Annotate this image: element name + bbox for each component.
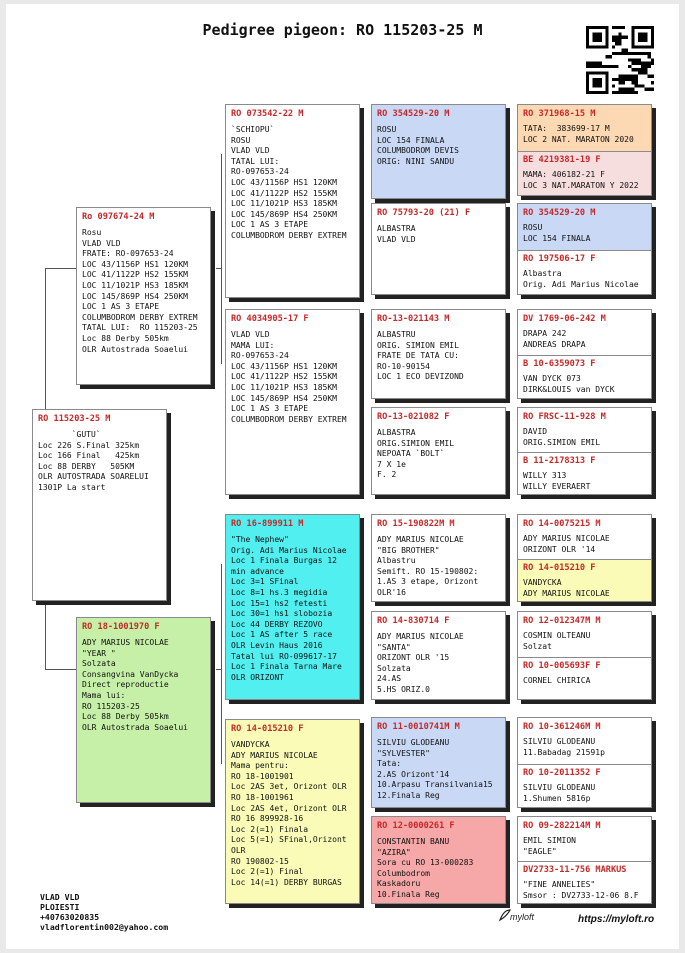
pedigree-page xyxy=(6,4,679,949)
ss-ring-number: RO 073542-22 M xyxy=(231,109,304,119)
g3a-ring-number: DV 1769-06-242 M xyxy=(523,314,606,324)
sire-detail-line: LOC 41/1122P HS2 155KM xyxy=(82,270,188,280)
pedigree-card-pair-8 xyxy=(517,816,652,904)
g3b-detail-line: DIRK&LOUIS van DYCK xyxy=(523,384,615,394)
sd-detail-line: LOC 41/1122P HS2 155KM xyxy=(231,372,337,382)
owner-name: VLAD VLD xyxy=(40,892,80,902)
sds-detail-line: FRATE DE TATA CU: xyxy=(377,351,459,361)
g8a-detail-line: "EAGLE" xyxy=(523,846,557,856)
dsd-detail-line: "SANTA" xyxy=(377,642,411,652)
sire-detail-line: Rosu xyxy=(82,228,102,237)
ssd-detail-line: VLAD VLD xyxy=(377,234,416,244)
dam-detail-line: Loc 88 Derby 505km xyxy=(82,712,169,722)
page-title: Pedigree pigeon: RO 115203-25 M xyxy=(202,21,483,39)
card-divider xyxy=(518,861,651,862)
g1a-detail-line: TATA: 383699-17 M xyxy=(523,124,610,133)
g2b-detail-line: Orig. Adi Marius Nicolae xyxy=(523,279,639,289)
g1b-detail-line: MAMA: 406182-21 F xyxy=(523,170,605,179)
g2a-detail-line: ROSU xyxy=(523,223,543,232)
g6b-ring-number: RO 10-005693F F xyxy=(523,661,601,671)
g5a-detail-line: ADY MARIUS NICOLAE xyxy=(523,534,610,543)
ddd-detail-line: Columbodrom xyxy=(377,868,430,878)
card-divider xyxy=(518,151,651,152)
g7b-detail-line: SILVIU GLODEANU xyxy=(523,783,596,792)
pedigree-card-g5a[interactable] xyxy=(518,515,651,559)
dsd-detail-line: Solzata xyxy=(377,663,411,673)
ds-detail-line: Tatal lui RO-099617-17 xyxy=(231,651,337,661)
sd-detail-line: COLUMBODROM DERBY EXTREM xyxy=(231,414,347,424)
dd-detail-line: ADY MARIUS NICOLAE xyxy=(231,750,318,760)
sire-detail-line: LOC 145/869P HS4 250KM xyxy=(82,291,188,301)
g7b-detail-line: 1.Shumen 5816p xyxy=(523,793,591,803)
g4b-ring-number: B 11-2178313 F xyxy=(523,456,596,466)
g2b-detail-line: Albastra xyxy=(523,269,562,278)
sire-ring-number: Ro 097674-24 M xyxy=(82,212,155,222)
pedigree-card-sds[interactable] xyxy=(371,309,506,399)
g7a-detail-line: SILVIU GLODEANU xyxy=(523,737,596,746)
sds-detail-line: RO-10-90154 xyxy=(377,361,430,371)
dsd-detail-line: 5.HS ORIZ.0 xyxy=(377,684,430,694)
sdd-detail-line: 7 X 1e xyxy=(377,459,406,469)
owner-phone: +40763020835 xyxy=(40,912,100,922)
dd-detail-line: Mama pentru: xyxy=(231,761,289,771)
subject-detail-line: Loc 88 DERBY 505KM xyxy=(38,461,135,471)
pedigree-card-g8a[interactable] xyxy=(518,817,651,861)
g8b-detail-line: Smsor : DV2733-12-06 8.F xyxy=(523,890,639,900)
pedigree-card-g2b[interactable] xyxy=(518,250,651,295)
subject-detail-line: OLR AUTOSTRADA SOARELUI xyxy=(38,472,149,482)
dsd-detail-line: 24.AS xyxy=(377,674,402,684)
ss-detail-line: COLUMBODROM DERBY EXTREM xyxy=(231,230,347,240)
g5b-ring-number: RO 14-015210 F xyxy=(523,563,596,573)
g7b-ring-number: RO 10-2011352 F xyxy=(523,768,601,778)
card-divider xyxy=(518,250,651,251)
sss-detail-line: COLUMBODROM DEVIS xyxy=(377,146,459,156)
sss-ring-number: RO 354529-20 M xyxy=(377,109,450,119)
g3b-ring-number: B 10-6359073 F xyxy=(523,359,596,369)
pedigree-card-g1b[interactable] xyxy=(518,151,651,196)
g5a-detail-line: ORIZONT OLR '14 xyxy=(523,544,596,554)
g7a-detail-line: 11.Babadag 21591p xyxy=(523,747,605,757)
sire-detail-line: LOC 11/1021P HS3 185KM xyxy=(82,280,188,290)
pedigree-card-g7a[interactable] xyxy=(518,718,651,764)
pedigree-card-g8b[interactable] xyxy=(518,861,651,904)
ds-detail-line: Loc 1 Finala Tarna Mare xyxy=(231,662,342,672)
pedigree-card-pair-1 xyxy=(517,104,652,196)
dd-detail-line: Loc 2(=1) Finala xyxy=(231,824,309,834)
g2a-detail-line: LOC 154 FINALA xyxy=(523,233,591,243)
sire-detail-line: LOC 1 AS 3 ETAPE xyxy=(82,302,160,312)
pedigree-card-g6a[interactable] xyxy=(518,612,651,657)
pedigree-card-ds[interactable] xyxy=(225,514,360,700)
ds-detail-line: Loc 3=1 SFinal xyxy=(231,577,299,587)
card-divider xyxy=(518,355,651,356)
sire-detail-line: FRATE: RO-097653-24 xyxy=(82,249,174,259)
card-divider xyxy=(518,657,651,658)
dds-detail-line: 12.Finala Reg xyxy=(377,790,440,800)
sds-detail-line: ORIG. SIMION EMIL xyxy=(377,340,459,350)
dss-detail-line: 1.AS 3 etape, Orizont xyxy=(377,577,479,587)
pedigree-card-ddd[interactable] xyxy=(371,816,506,904)
ddd-detail-line: Kaskadoru xyxy=(377,879,421,889)
pedigree-card-sdd[interactable] xyxy=(371,407,506,495)
pedigree-card-g3a[interactable] xyxy=(518,310,651,355)
g2b-ring-number: RO 197506-17 F xyxy=(523,254,596,264)
g5b-detail-line: ADY MARIUS NICOLAE xyxy=(523,588,610,598)
dd-detail-line: Loc 5(=1) SFinal,Orizont xyxy=(231,835,347,845)
dd-detail-line: RO 16 899928-16 xyxy=(231,814,304,824)
ds-detail-line: "The Nephew" xyxy=(231,535,289,544)
qr-code xyxy=(586,26,654,94)
sss-detail-line: LOC 154 FINALA xyxy=(377,135,445,145)
pedigree-card-sd[interactable] xyxy=(225,309,360,495)
g1a-detail-line: LOC 2 NAT. MARATON 2020 xyxy=(523,134,634,144)
sdd-detail-line: NEPOATA `BOLT` xyxy=(377,449,445,459)
sire-detail-line: LOC 43/1156P HS1 120KM xyxy=(82,259,188,269)
ds-detail-line: OLR ORIZONT xyxy=(231,672,284,682)
dd-detail-line: OLR xyxy=(231,845,246,855)
dds-detail-line: SILVIU GLODEANU xyxy=(377,738,450,747)
sss-detail-line: ROSU xyxy=(377,125,397,134)
dss-detail-line: Semift. RO 15-190802: xyxy=(377,566,479,576)
dds-detail-line: Tata: xyxy=(377,759,402,769)
dds-detail-line: "SYLVESTER" xyxy=(377,748,430,758)
owner-email[interactable]: vladflorentin002@yahoo.com xyxy=(40,922,169,932)
card-divider xyxy=(518,452,651,453)
dss-detail-line: Albastru xyxy=(377,556,416,566)
pedigree-card-g2a[interactable] xyxy=(518,204,651,250)
g6a-detail-line: Solzat xyxy=(523,641,552,651)
pedigree-card-pair-6 xyxy=(517,611,652,700)
ss-detail-line: `SCHIOPU` xyxy=(231,125,275,134)
g2a-ring-number: RO 354529-20 M xyxy=(523,208,596,218)
sire-detail-line: TATAL LUI: RO 115203-25 xyxy=(82,323,198,333)
pedigree-card-subject[interactable] xyxy=(32,409,167,601)
subject-detail-line: 1301P La start xyxy=(38,482,106,492)
ds-detail-line: Loc 15=1 hs2 fetesti xyxy=(231,598,328,608)
ds-ring-number: RO 16-899911 M xyxy=(231,519,304,529)
g6a-ring-number: RO 12-012347M M xyxy=(523,616,601,626)
dsd-ring-number: RO 14-830714 F xyxy=(377,616,450,626)
pedigree-card-pair-3 xyxy=(517,309,652,399)
subject-detail-line: Loc 166 Final 425km xyxy=(38,451,140,461)
dam-detail-line: "YEAR " xyxy=(82,648,116,658)
pedigree-card-g5b[interactable] xyxy=(518,559,651,602)
subject-ring-number: RO 115203-25 M xyxy=(38,414,111,424)
g6a-detail-line: COSMIN OLTEANU xyxy=(523,631,591,640)
dss-detail-line: ADY MARIUS NICOLAE xyxy=(377,535,464,544)
pedigree-card-dds[interactable] xyxy=(371,717,506,808)
dam-detail-line: ADY MARIUS NICOLAE xyxy=(82,638,169,647)
pedigree-card-dss[interactable] xyxy=(371,514,506,602)
sdd-detail-line: ORIG.SIMION EMIL xyxy=(377,438,455,448)
pedigree-card-g4b[interactable] xyxy=(518,452,651,495)
g8b-detail-line: "FINE ANNELIES" xyxy=(523,880,596,889)
pedigree-card-dam[interactable] xyxy=(76,617,211,803)
ss-detail-line: VLAD VLD xyxy=(231,146,270,156)
sdd-detail-line: F. 2 xyxy=(377,470,397,480)
dam-detail-line: RO 115203-25 xyxy=(82,701,140,711)
sds-ring-number: RO-13-021143 M xyxy=(377,314,450,324)
dss-ring-number: RO 15-190822M M xyxy=(377,519,455,529)
ss-detail-line: LOC 11/1021P HS3 185KM xyxy=(231,199,337,209)
ddd-ring-number: RO 12-0000261 F xyxy=(377,821,455,831)
g8b-ring-number: DV2733-11-756 MARKUS xyxy=(523,865,627,875)
dd-detail-line: RO 18-1001901 xyxy=(231,771,294,781)
sd-detail-line: LOC 43/1156P HS1 120KM xyxy=(231,361,337,371)
g3b-detail-line: VAN DYCK 073 xyxy=(523,374,581,383)
dds-ring-number: RO 11-0010741M M xyxy=(377,722,460,732)
g1b-ring-number: BE 4219381-19 F xyxy=(523,155,601,165)
subject-detail-line: `GUTU` xyxy=(38,430,101,439)
ds-detail-line: Loc 1 Finala Burgas 12 xyxy=(231,556,337,566)
sss-detail-line: ORIG: NINI SANDU xyxy=(377,156,455,166)
sd-detail-line: LOC 11/1021P HS3 185KM xyxy=(231,382,337,392)
dd-detail-line: Loc 2(=1) Final xyxy=(231,867,304,877)
sd-detail-line: VLAD VLD xyxy=(231,330,270,339)
pedigree-card-sire[interactable] xyxy=(76,207,211,385)
sd-ring-number: RO 4034905-17 F xyxy=(231,314,309,324)
sds-detail-line: LOC 1 ECO DEVIZOND xyxy=(377,372,464,382)
g4a-ring-number: RO FRSC-11-928 M xyxy=(523,412,606,422)
pedigree-card-g7b[interactable] xyxy=(518,764,651,808)
sds-detail-line: ALBASTRU xyxy=(377,330,416,339)
g5a-ring-number: RO 14-0075215 M xyxy=(523,519,601,529)
dds-detail-line: 2.AS Orizont'14 xyxy=(377,769,450,779)
sd-detail-line: RO-097653-24 xyxy=(231,351,289,361)
ss-detail-line: LOC 43/1156P HS1 120KM xyxy=(231,177,337,187)
sd-detail-line: MAMA LUI: xyxy=(231,340,275,350)
ss-detail-line: RO-097653-24 xyxy=(231,167,289,177)
g6b-detail-line: CORNEL CHIRICA xyxy=(523,676,591,685)
sd-detail-line: LOC 1 AS 3 ETAPE xyxy=(231,404,309,414)
dd-detail-line: RO 190802-15 xyxy=(231,856,289,866)
footer-contact xyxy=(40,892,168,932)
dd-detail-line: Loc 14(=1) DERBY BURGAS xyxy=(231,877,342,887)
dsd-detail-line: ORIZONT OLR '15 xyxy=(377,653,450,663)
g4a-detail-line: DAVID xyxy=(523,427,548,436)
sdd-detail-line: ALBASTRA xyxy=(377,428,416,437)
pedigree-card-pair-4 xyxy=(517,407,652,495)
ss-detail-line: LOC 1 AS 3 ETAPE xyxy=(231,220,309,230)
dd-detail-line: VANDYCKA xyxy=(231,740,270,749)
owner-city: PLOIESTI xyxy=(40,902,80,912)
ds-detail-line: Orig. Adi Marius Nicolae xyxy=(231,545,347,555)
dam-detail-line: OLR Autostrada Soaelui xyxy=(82,722,188,732)
pedigree-card-g4a[interactable] xyxy=(518,408,651,452)
g7a-ring-number: RO 10-361246M M xyxy=(523,722,601,732)
subject-detail-line: Loc 226 S.Final 325km xyxy=(38,440,140,450)
ds-detail-line: min advance xyxy=(231,566,284,576)
dd-ring-number: RO 14-015210 F xyxy=(231,724,304,734)
card-divider xyxy=(518,764,651,765)
ss-detail-line: LOC 41/1122P HS2 155KM xyxy=(231,188,337,198)
pedigree-card-pair-5 xyxy=(517,514,652,602)
ds-detail-line: Loc 30=1 hs1 slobozia xyxy=(231,609,333,619)
g4b-detail-line: WILLY EVERAERT xyxy=(523,481,591,491)
ss-detail-line: LOC 145/869P HS4 250KM xyxy=(231,209,337,219)
dd-detail-line: RO 18-1001961 xyxy=(231,792,294,802)
ds-detail-line: Loc 8=1 hs.3 megidia xyxy=(231,587,328,597)
ddd-detail-line: Sora cu RO 13-000283 xyxy=(377,858,474,868)
g8a-ring-number: RO 09-282214M M xyxy=(523,821,601,831)
g1b-detail-line: LOC 3 NAT.MARATON Y 2022 xyxy=(523,180,639,190)
sire-detail-line: VLAD VLD xyxy=(82,238,121,248)
ssd-ring-number: RO 75793-20 (21) F xyxy=(377,208,471,218)
g3a-detail-line: ANDREAS DRAPA xyxy=(523,339,586,349)
g4b-detail-line: WILLY 313 xyxy=(523,471,567,480)
sdd-ring-number: RO-13-021082 F xyxy=(377,412,450,422)
g4a-detail-line: ORIG.SIMION EMIL xyxy=(523,437,601,447)
sire-detail-line: COLUMBODROM DERBY EXTREM xyxy=(82,312,198,322)
ss-detail-line: ROSU xyxy=(231,135,251,145)
ddd-detail-line: CONSTANTIN BANU xyxy=(377,837,450,846)
pedigree-card-g6b[interactable] xyxy=(518,657,651,700)
dam-detail-line: Consangvina VanDycka xyxy=(82,669,179,679)
g3a-detail-line: DRAPA 242 xyxy=(523,329,567,338)
ds-detail-line: OLR Levin Haus 2016 xyxy=(231,640,323,650)
brand-name: myloft xyxy=(510,912,535,922)
card-divider xyxy=(518,559,651,560)
dsd-detail-line: ADY MARIUS NICOLAE xyxy=(377,632,464,641)
ddd-detail-line: 10.Finala Reg xyxy=(377,889,440,899)
pedigree-card-dsd[interactable] xyxy=(371,611,506,700)
pedigree-card-ssd[interactable] xyxy=(371,203,506,295)
sire-detail-line: OLR Autostrada Soaelui xyxy=(82,344,188,354)
pedigree-card-ss[interactable] xyxy=(225,104,360,298)
pedigree-card-dd[interactable] xyxy=(225,719,360,904)
dd-detail-line: Loc 2AS 3et, Orizont OLR xyxy=(231,782,347,792)
g5b-detail-line: VANDYCKA xyxy=(523,578,562,587)
dam-detail-line: Direct reproductie xyxy=(82,680,169,690)
dss-detail-line: "BIG BROTHER" xyxy=(377,545,440,555)
ds-detail-line: Loc 44 DERBY REZOVO xyxy=(231,619,323,629)
dam-detail-line: Mama lui: xyxy=(82,690,126,700)
pedigree-card-g1a[interactable] xyxy=(518,105,651,151)
ddd-detail-line: "AZIRA" xyxy=(377,847,411,857)
g1a-ring-number: RO 371968-15 M xyxy=(523,109,596,119)
pedigree-card-g3b[interactable] xyxy=(518,355,651,399)
g8a-detail-line: EMIL SIMION xyxy=(523,836,576,845)
website-link[interactable]: https://myloft.ro xyxy=(578,914,655,925)
ss-detail-line: TATAL LUI: xyxy=(231,156,280,166)
dd-detail-line: Loc 2AS 4et, Orizont OLR xyxy=(231,803,347,813)
dds-detail-line: 10.Arpasu Transilvania15 xyxy=(377,780,493,790)
dam-ring-number: RO 18-1001970 F xyxy=(82,622,160,632)
sd-detail-line: LOC 145/869P HS4 250KM xyxy=(231,393,337,403)
dam-detail-line: Solzata xyxy=(82,659,116,669)
pedigree-card-sss[interactable] xyxy=(371,104,506,199)
ssd-detail-line: ALBASTRA xyxy=(377,224,416,233)
sire-detail-line: Loc 88 Derby 505km xyxy=(82,333,169,343)
pedigree-card-pair-2 xyxy=(517,203,652,295)
ds-detail-line: Loc 1 AS after 5 race xyxy=(231,630,333,640)
pedigree-card-pair-7 xyxy=(517,717,652,808)
dss-detail-line: OLR'16 xyxy=(377,587,406,597)
